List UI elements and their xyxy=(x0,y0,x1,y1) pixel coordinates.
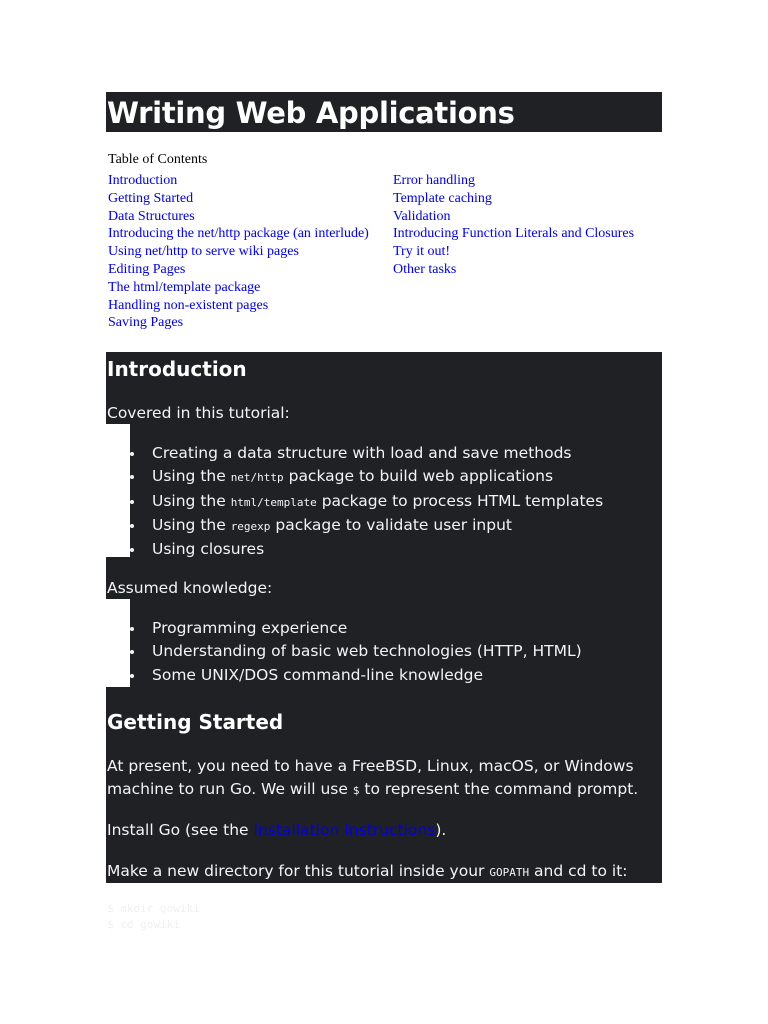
mkdir-paragraph: Make a new directory for this tutorial inside your GOPATH and cd to it: xyxy=(107,862,628,880)
toc-link-non-existent-pages[interactable]: Handling non-existent pages xyxy=(108,297,269,313)
assumed-label: Assumed knowledge: xyxy=(107,579,273,597)
toc-link-try-it-out[interactable]: Try it out! xyxy=(393,244,451,260)
code-line: $ cd gowiki xyxy=(107,918,180,931)
toc-link-introduction[interactable]: Introduction xyxy=(108,173,178,188)
assumed-list xyxy=(106,617,582,687)
list-item: Using the html/template package to process HTML templates xyxy=(106,490,603,514)
command-code-block xyxy=(107,901,200,933)
inline-code: regexp xyxy=(230,519,271,533)
toc-link-saving-pages[interactable]: Saving Pages xyxy=(108,315,184,331)
list-item: Programming experience xyxy=(106,617,582,640)
toc-link-other-tasks[interactable]: Other tasks xyxy=(393,261,457,277)
toc-link-editing-pages[interactable]: Editing Pages xyxy=(108,261,186,277)
title-bar xyxy=(106,92,662,132)
installation-instructions-link[interactable]: Installation Instructions xyxy=(253,821,436,839)
getting-started-heading: Getting Started xyxy=(107,710,284,734)
toc-link-function-literals[interactable]: Introducing Function Literals and Closures xyxy=(393,226,635,242)
table-of-contents xyxy=(108,151,668,331)
toc-link-html-template[interactable]: The html/template package xyxy=(108,279,261,295)
requirements-paragraph: At present, you need to have a FreeBSD, Linux, macOS, or Windows machine to run Go. We will use $ to represent the command prompt. xyxy=(107,757,639,798)
covered-list xyxy=(106,442,603,561)
install-paragraph: Install Go (see the Installation Instructions). xyxy=(107,821,447,839)
inline-code: GOPATH xyxy=(489,866,530,879)
list-item: Understanding of basic web technologies (HTTP, HTML) xyxy=(106,640,582,663)
inline-code: $ xyxy=(352,784,360,797)
list-item: Some UNIX/DOS command-line knowledge xyxy=(106,664,582,687)
toc-heading: Table of Contents xyxy=(108,152,208,167)
toc-column-left xyxy=(108,172,369,332)
list-item: Using the net/http package to build web applications xyxy=(106,465,603,489)
covered-label: Covered in this tutorial: xyxy=(107,404,290,422)
list-item: Using the regexp package to validate user input xyxy=(106,514,603,538)
list-item: Creating a data structure with load and save methods xyxy=(106,442,603,465)
toc-column-right xyxy=(393,172,634,279)
toc-link-error-handling[interactable]: Error handling xyxy=(393,173,476,188)
toc-link-data-structures[interactable]: Data Structures xyxy=(108,208,195,224)
toc-link-serve-wiki-pages[interactable]: Using net/http to serve wiki pages xyxy=(108,244,299,260)
toc-link-getting-started[interactable]: Getting Started xyxy=(108,190,194,206)
toc-link-template-caching[interactable]: Template caching xyxy=(393,190,492,206)
code-line: $ mkdir gowiki xyxy=(107,902,200,915)
content-section xyxy=(106,352,662,883)
inline-code: net/http xyxy=(230,471,284,485)
toc-link-net-http-interlude[interactable]: Introducing the net/http package (an interlude) xyxy=(108,226,369,242)
list-item: Using closures xyxy=(106,538,603,561)
inline-code: html/template xyxy=(230,495,317,509)
introduction-heading: Introduction xyxy=(107,357,247,381)
toc-link-validation[interactable]: Validation xyxy=(393,208,451,224)
page-title: Writing Web Applications xyxy=(107,96,515,130)
